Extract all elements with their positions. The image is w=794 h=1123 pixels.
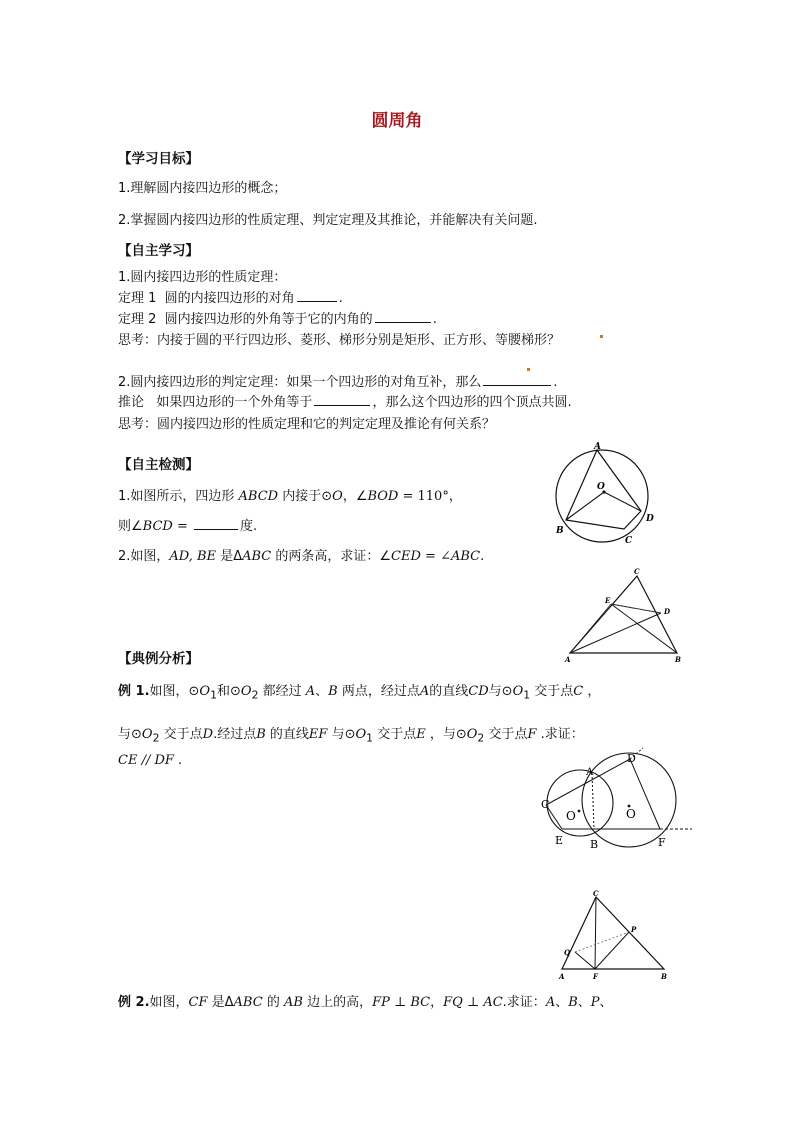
page-title: 圆周角 — [371, 111, 423, 131]
figure-two-circles — [535, 745, 695, 855]
objectives-heading: 【学习目标】 — [118, 151, 199, 167]
figure-triangle-projections — [552, 888, 672, 982]
answer-blank[interactable] — [483, 373, 551, 386]
fig1-label-a: A — [594, 442, 601, 452]
example-2-line: 例 2.如图，CF 是ΔABC 的 AB 边上的高，FP ⊥ BC，FQ ⊥ AC.求证：A、B、P、 — [118, 995, 613, 1010]
theorem-2-line: 定理 2 圆内接四边形的外角等于它的内角的 . — [118, 312, 437, 327]
fig1-label-o: O — [597, 482, 605, 492]
objective-item-1: 1.理解圆内接四边形的概念； — [118, 181, 287, 196]
fig3-label-f: F — [658, 836, 666, 849]
example-1-line-3: CE // DF . — [118, 753, 183, 768]
fig2-label-b: B — [675, 655, 681, 664]
examples-heading: 【典例分析】 — [118, 651, 199, 667]
question-2-line: 2.如图，AD, BE 是ΔABC 的两条高，求证：∠CED = ∠ABC. — [118, 549, 485, 564]
property-theorem-intro: 1.圆内接四边形的性质定理： — [118, 270, 287, 285]
fig3-label-d: D — [627, 752, 636, 765]
theorem-2-text: 圆内接四边形的外角等于它的内角的 — [164, 312, 373, 327]
self-test-heading: 【自主检测】 — [118, 457, 199, 473]
example-1-line-2: 与$⊙O_2$ 交于点D.经过点B 的直线EF 与$⊙O_1$ 交于点E ，与$⊙O_2$ 交于点F .求证： — [118, 727, 584, 745]
answer-blank[interactable] — [194, 517, 238, 530]
fig4-label-f: F — [593, 972, 598, 981]
fig3-label-e: E — [555, 834, 564, 847]
fig2-label-c: C — [634, 567, 640, 576]
theorem-1-label: 定理 1 — [118, 291, 157, 306]
think-1: 思考：内接于圆的平行四边形、菱形、梯形分别是矩形、正方形、等腰梯形？ — [118, 333, 561, 348]
self-study-heading: 【自主学习】 — [118, 243, 199, 259]
corollary-label: 推论 — [118, 395, 145, 410]
fig3-label-b: B — [590, 838, 599, 851]
question-1-line-2: 则∠BCD = 度. — [118, 519, 258, 534]
fig4-label-q: Q — [564, 948, 571, 957]
judgement-theorem-line: 2.圆内接四边形的判定定理：如果一个四边形的对角互补，那么 . — [118, 375, 558, 390]
question-1-line-1: 1.如图所示，四边形 ABCD 内接于⊙O，∠BOD = 110°， — [118, 489, 462, 504]
think-2: 思考：圆内接四边形的性质定理和它的判定定理及推论有何关系？ — [118, 417, 496, 432]
fig3-label-a: A — [586, 767, 594, 778]
fig2-label-d: D — [664, 607, 671, 616]
fig4-label-p: P — [631, 925, 637, 934]
fig3-label-o2: O — [626, 807, 636, 821]
fig4-label-c: C — [593, 889, 599, 898]
fig3-label-o1: O — [566, 809, 576, 823]
theorem-1-text: 圆的内接四边形的对角 — [164, 291, 295, 306]
theorem-2-label: 定理 2 — [118, 312, 157, 327]
example-1-line-1: 例 1.如图，$⊙O_1$和$⊙O_2$ 都经过 A、B 两点，经过点A的直线CD与$⊙O_1$ 交于点C ， — [118, 684, 601, 702]
fig2-label-e: E — [605, 596, 611, 605]
answer-blank[interactable] — [297, 289, 337, 302]
fig1-label-d: D — [646, 514, 654, 524]
answer-blank[interactable] — [314, 393, 370, 406]
figure-triangle-altitudes — [560, 566, 684, 666]
theorem-1-line: 定理 1 圆的内接四边形的对角 . — [118, 291, 343, 306]
fig1-label-b: B — [556, 526, 564, 536]
objective-item-2: 2.掌握圆内接四边形的性质定理、判定定理及其推论，并能解决有关问题. — [118, 213, 538, 228]
answer-blank[interactable] — [375, 310, 431, 323]
fig2-label-a: A — [565, 655, 571, 664]
fig3-label-c: C — [541, 798, 550, 811]
small-mark — [600, 335, 603, 338]
figure-cyclic-quadrilateral — [548, 438, 664, 550]
fig1-label-c: C — [625, 536, 633, 546]
fig4-label-a: A — [559, 972, 565, 981]
corollary-line: 推论 如果四边形的一个外角等于 ，那么这个四边形的四个顶点共圆. — [118, 395, 572, 410]
fig4-label-b: B — [661, 972, 667, 981]
small-mark — [527, 368, 530, 371]
